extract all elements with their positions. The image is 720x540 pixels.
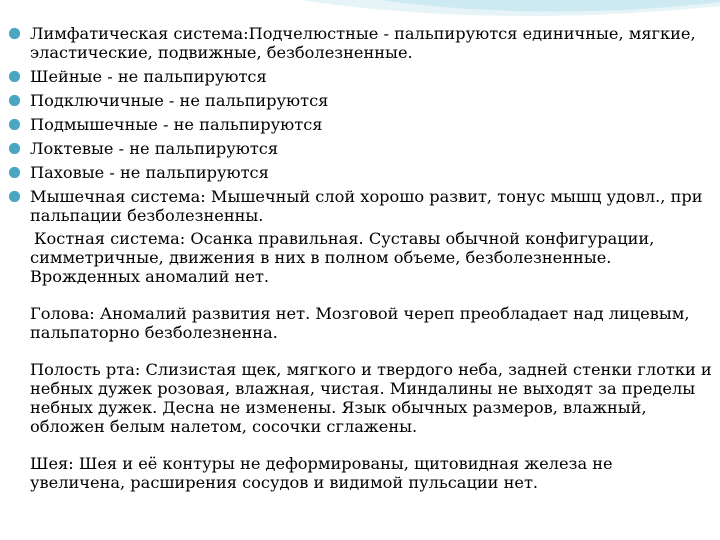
bullet-icon <box>8 94 21 107</box>
bullet-icon <box>8 27 21 40</box>
list-item-text: Мышечная система: Мышечный слой хорошо развит, тонус мышц удовл., при пальпации безболезненны. <box>30 187 703 225</box>
bullet-icon <box>8 166 21 179</box>
paragraph-neck: Шея: Шея и её контуры не деформированы, щитовидная железа не увеличена, расширения сосудов и видимой пульсации нет. <box>30 454 613 492</box>
bullet-list <box>8 24 712 225</box>
list-item <box>8 24 712 62</box>
paragraph-oral-cavity: Полость рта: Слизистая щек, мягкого и твердого неба, задней стенки глотки и небных дужек розовая, влажная, чистая. Миндалины не выходят за пределы небных дужек. Десна не изменены. Язык обычных размеров, влажный, обложен белым налетом, сосочки сглажены. <box>30 360 712 436</box>
list-item <box>8 115 712 134</box>
list-item <box>8 67 712 86</box>
list-item-text: Паховые - не пальпируются <box>30 163 269 182</box>
bullet-icon <box>8 142 21 155</box>
paragraph-head: Голова: Аномалий развития нет. Мозговой череп преобладает над лицевым, пальпаторно безболезненна. <box>30 304 690 342</box>
list-item-text: Подключичные - не пальпируются <box>30 91 329 110</box>
bullet-icon <box>8 70 21 83</box>
list-item-text: Лимфатическая система:Подчелюстные - пальпируются единичные, мягкие, эластические, подвижные, безболезненные. <box>30 24 696 62</box>
paragraph-skeletal: Костная система: Осанка правильная. Суставы обычной конфигурации, симметричные, движения в них в полном объеме, безболезненные. Врожденных аномалий нет. <box>30 229 655 286</box>
bullet-icon <box>8 190 21 203</box>
list-item-text: Локтевые - не пальпируются <box>30 139 279 158</box>
list-item <box>8 187 712 225</box>
list-item <box>8 91 712 110</box>
list-item-text: Шейные - не пальпируются <box>30 67 267 86</box>
list-item <box>8 163 712 182</box>
slide-content <box>8 24 712 492</box>
list-item-text: Подмышечные - не пальпируются <box>30 115 323 134</box>
bullet-icon <box>8 118 21 131</box>
list-item <box>8 139 712 158</box>
